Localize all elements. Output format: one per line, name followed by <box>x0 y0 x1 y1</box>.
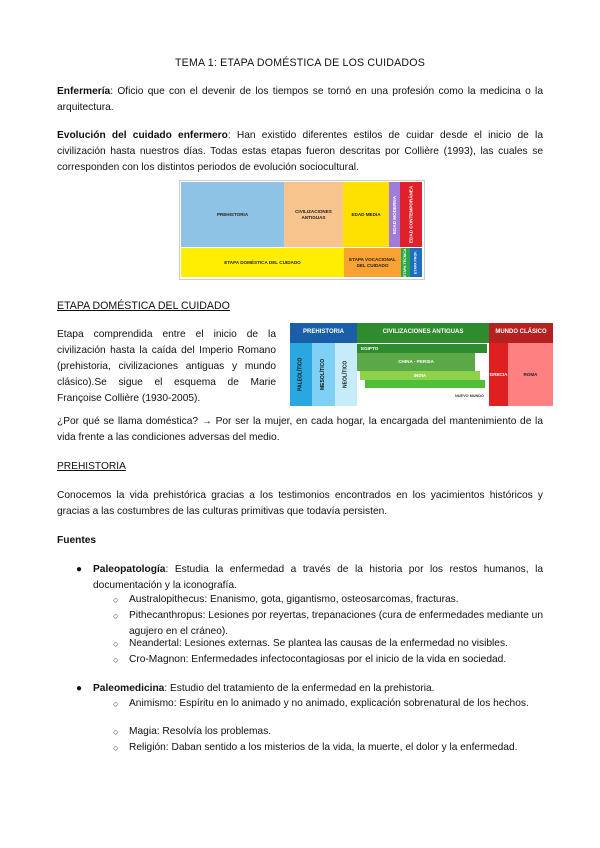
list-item: Pithecanthropus: Lesiones por reyertas, trepanaciones (cura de enfermedades mediante un agujero en el cráneo). <box>129 610 543 637</box>
paleopatologia-text: : Estudia la enfermedad a través de la historia por los restos humanos, la documentación y la iconografía. <box>93 564 543 591</box>
diagram-etapa-tecnica: ETAPA TÉCNICA <box>401 248 410 277</box>
bullet-paleopatologia: ● <box>76 564 83 575</box>
diagram-civilizaciones: CIVILIZACIONES ANTIGUAS <box>284 182 343 247</box>
list-item: Cro-Magnon: Enfermedades infectocontagiosas por el inicio de la vida en sociedad. <box>129 654 507 665</box>
evolucion-term: Evolución del cuidado enfermero <box>57 130 228 141</box>
periods-neolitico: NEOLÍTICO <box>335 343 357 406</box>
list-item: Religión: Daban sentido a los misterios de la vida, la muerte, el dolor y la enfermedad. <box>129 742 518 753</box>
periods-grecia: GRECIA <box>489 343 508 406</box>
diagram-prehistoria: PREHISTORIA <box>181 182 284 247</box>
list-item: Animismo: Espíritu en lo animado y no animado, explicación sobrenatural de los hechos. <box>129 698 529 709</box>
paleomedicina-text: : Estudio del tratamiento de la enfermedad en la prehistoria. <box>164 683 435 694</box>
list-item: Australopithecus: Enanismo, gota, gigantismo, osteosarcomas, fracturas. <box>129 594 459 605</box>
enfermeria-term: Enfermería <box>57 86 111 97</box>
enfermeria-paragraph <box>57 84 543 116</box>
sub-bullet: ○ <box>113 743 119 753</box>
periods-diagram <box>290 323 553 406</box>
periods-roma: ROMA <box>508 343 553 406</box>
stages-diagram <box>179 180 425 280</box>
paleopatologia-paragraph <box>93 562 543 594</box>
enfermeria-text: : Oficio que con el devenir de los tiempos se tornó en una profesión como la medicina o la arquitectura. <box>57 86 543 113</box>
periods-china-persia: CHINA · PERSIA <box>357 353 475 371</box>
paleopatologia-term: Paleopatología <box>93 564 166 575</box>
sub-bullet: ○ <box>113 727 119 737</box>
etapa-domestica-heading: ETAPA DOMÉSTICA DEL CUIDADO <box>57 300 230 312</box>
bullet-paleomedicina: ● <box>76 683 83 694</box>
list-item: Magia: Resolvía los problemas. <box>129 726 272 737</box>
periods-india: INDIA <box>360 371 480 380</box>
prehistoria-paragraph: Conocemos la vida prehistórica gracias a los testimonios encontrados en los yacimientos históricos y gracias a las costumbres de las culturas primitivas que todavía persisten. <box>57 490 543 517</box>
periods-mundo-clasico: MUNDO CLÁSICO <box>489 323 553 343</box>
diagram-edad-contemporanea: EDAD CONTEMPORÁNEA <box>400 182 422 247</box>
periods-civilizaciones: CIVILIZACIONES ANTIGUAS <box>357 323 489 343</box>
etapa-paragraph: Etapa comprendida entre el inicio de la civilización hasta la caída del Imperio Romano (prehistoria, civilizaciones antiguas y mundo clásico).Se sigue el esquema de Marie Françoise Collière (1930-2005). <box>57 329 276 404</box>
diagram-etapa-prof: ETAPA PROF. <box>410 248 422 277</box>
paleomedicina-term: Paleomedicina <box>93 683 165 694</box>
domestica-question: ¿Por qué se llama doméstica? → Por ser la mujer, en cada hogar, la encargada del mantenimiento de la vida frente a las condiciones adversas del medio. <box>57 416 543 443</box>
diagram-edad-moderna: EDAD MODERNA <box>389 182 400 247</box>
prehistoria-heading: PREHISTORIA <box>57 461 126 472</box>
diagram-etapa-vocacional: ETAPA VOCACIONAL DEL CUIDADO <box>344 248 401 277</box>
page-title: TEMA 1: ETAPA DOMÉSTICA DE LOS CUIDADOS <box>175 57 425 69</box>
diagram-etapa-domestica: ETAPA DOMÉSTICA DEL CUIDADO <box>181 248 344 277</box>
sub-bullet: ○ <box>113 699 119 709</box>
paleomedicina-paragraph <box>93 681 543 697</box>
sub-bullet: ○ <box>113 595 119 605</box>
diagram-edad-media: EDAD MEDIA <box>343 182 389 247</box>
evolucion-paragraph <box>57 128 543 176</box>
periods-extra <box>365 380 485 388</box>
periods-egipto: EGIPTO <box>357 344 487 353</box>
sub-bullet: ○ <box>113 655 119 665</box>
periods-nuevo-mundo: NUEVO MUNDO <box>450 389 489 405</box>
list-item: Neandertal: Lesiones externas. Se plantea las causas de la enfermedad no visibles. <box>129 638 508 649</box>
periods-prehistoria: PREHISTORIA <box>290 323 357 343</box>
evolucion-text: : Han existido diferentes estilos de cuidar desde el inicio de la civilización hasta nuestros días. Todas estas etapas fueron descritas por Collière (1993), las cuales se corresponden con los distintos periodos de evolución sociocultural. <box>57 130 543 173</box>
fuentes-heading: Fuentes <box>57 535 97 546</box>
sub-bullet: ○ <box>113 639 119 649</box>
sub-bullet: ○ <box>113 611 119 621</box>
periods-mesolitico: MESOLÍTICO <box>312 343 335 406</box>
periods-paleolitico: PALEOLÍTICO <box>290 343 312 406</box>
